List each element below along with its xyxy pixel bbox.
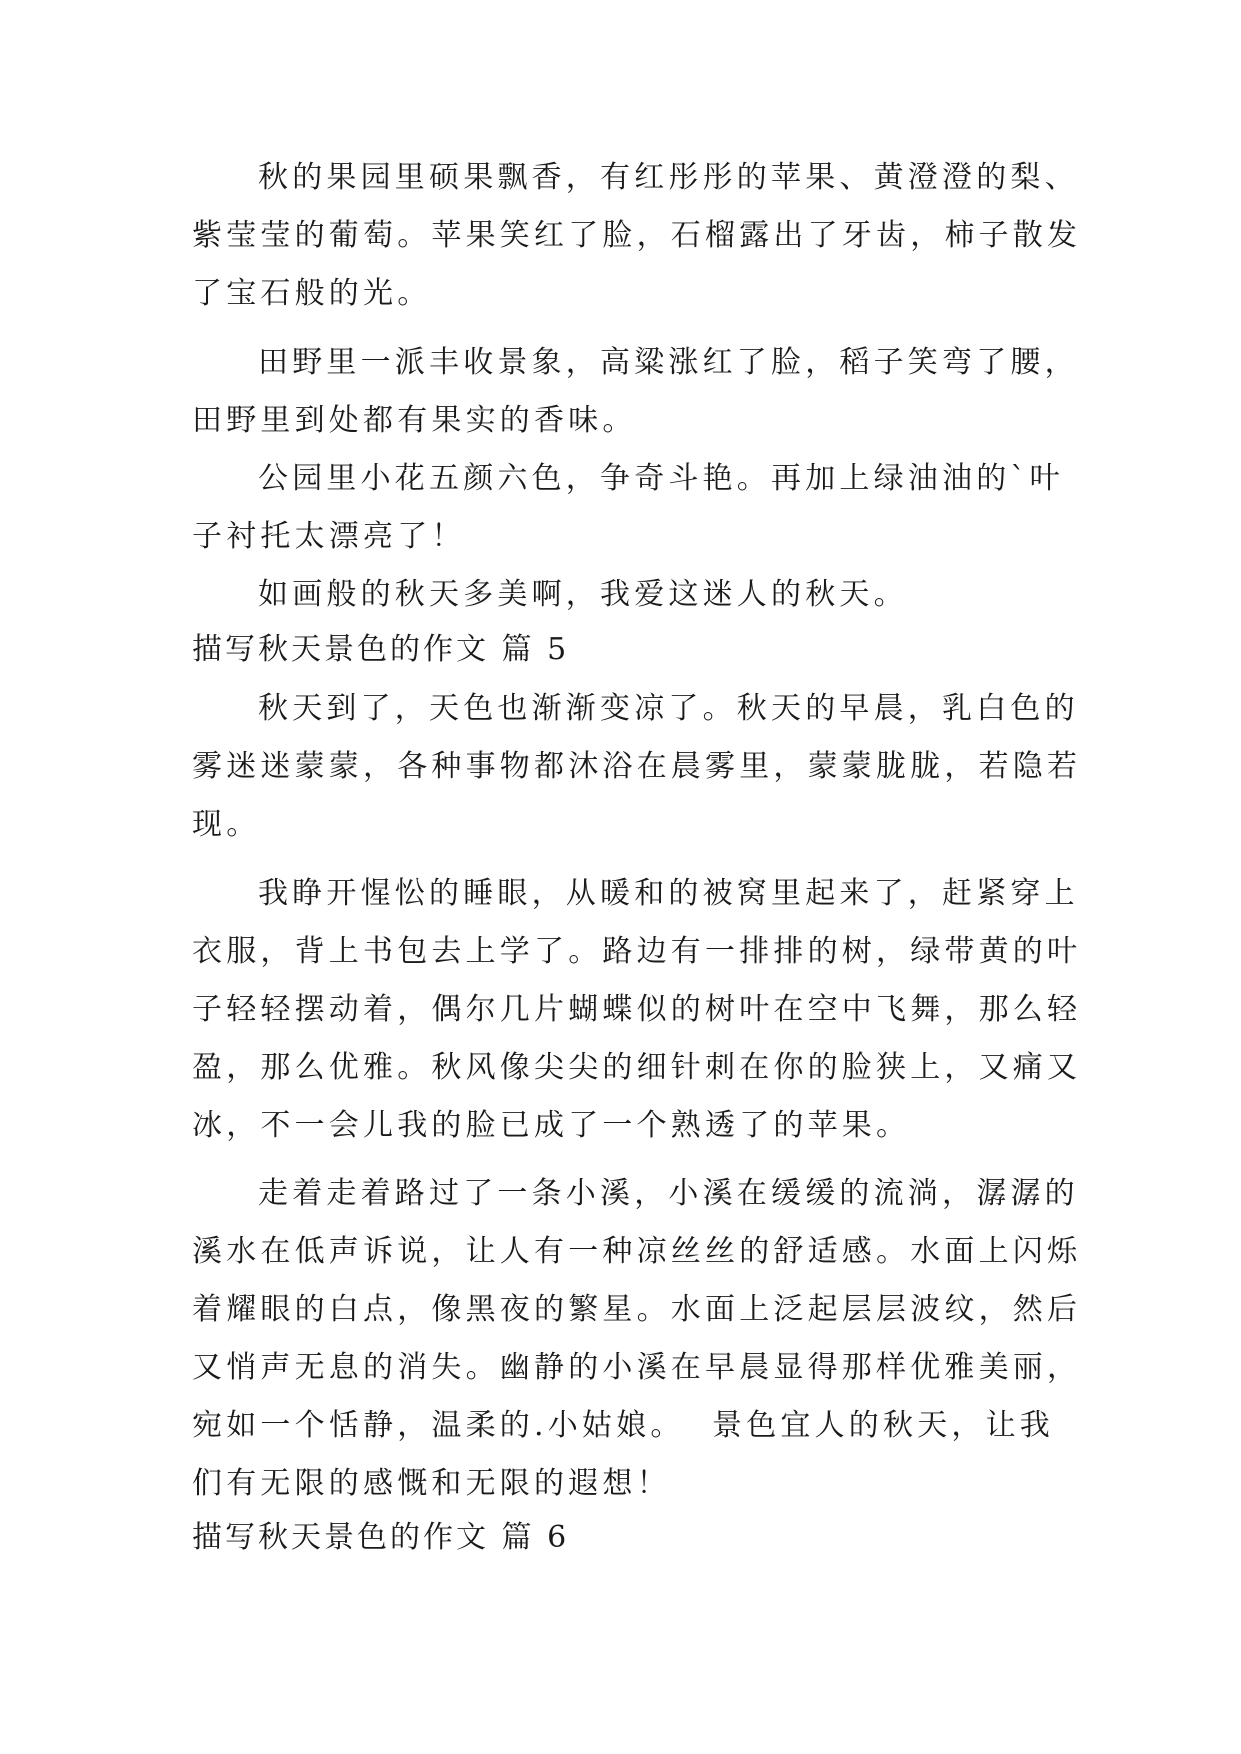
text-line: 田野里一派丰收景象，高粱涨红了脸，稻子笑弯了腰， bbox=[258, 345, 1079, 380]
text-line: 冰，不一会儿我的脸已成了一个熟透了的苹果。 bbox=[192, 1108, 911, 1143]
text-line: 现。 bbox=[192, 807, 261, 842]
text-line: 秋的果园里硕果飘香，有红彤彤的苹果、黄澄澄的梨、 bbox=[258, 160, 1079, 195]
text-line: 雾迷迷蒙蒙，各种事物都沐浴在晨雾里，蒙蒙胧胧，若隐若 bbox=[192, 749, 1082, 784]
text-line: 溪水在低声诉说，让人有一种凉丝丝的舒适感。水面上闪烁 bbox=[192, 1234, 1082, 1269]
text-line: 田野里到处都有果实的香味。 bbox=[192, 403, 637, 438]
text-line: 如画般的秋天多美啊，我爱这迷人的秋天。 bbox=[258, 577, 908, 612]
section-heading: 描写秋天景色的作文 篇 6 bbox=[192, 1520, 570, 1555]
text-line: 紫莹莹的葡萄。苹果笑红了脸，石榴露出了牙齿，柿子散发 bbox=[192, 218, 1082, 253]
text-line: 们有无限的感慨和无限的遐想！ bbox=[192, 1466, 671, 1501]
text-line: 子衬托太漂亮了！ bbox=[192, 519, 466, 554]
text-line: 了宝石般的光。 bbox=[192, 276, 432, 311]
text-line: 秋天到了，天色也渐渐变凉了。秋天的早晨，乳白色的 bbox=[258, 691, 1079, 726]
text-line: 衣服，背上书包去上学了。路边有一排排的树，绿带黄的叶 bbox=[192, 934, 1082, 969]
text-line: 走着走着路过了一条小溪，小溪在缓缓的流淌，潺潺的 bbox=[258, 1176, 1079, 1211]
text-line: 盈，那么优雅。秋风像尖尖的细针刺在你的脸狭上，又痛又 bbox=[192, 1050, 1082, 1085]
text-line: 子轻轻摆动着，偶尔几片蝴蝶似的树叶在空中飞舞，那么轻 bbox=[192, 992, 1082, 1027]
text-line: 宛如一个恬静，温柔的.小姑娘。 景色宜人的秋天，让我 bbox=[192, 1408, 1055, 1443]
section-heading: 描写秋天景色的作文 篇 5 bbox=[192, 632, 570, 667]
text-line: 又悄声无息的消失。幽静的小溪在早晨显得那样优雅美丽， bbox=[192, 1350, 1082, 1385]
text-line: 我睁开惺忪的睡眼，从暖和的被窝里起来了，赶紧穿上 bbox=[258, 876, 1079, 911]
text-line: 公园里小花五颜六色，争奇斗艳。再加上绿油油的`叶 bbox=[258, 461, 1064, 496]
text-line: 着耀眼的白点，像黑夜的繁星。水面上泛起层层波纹，然后 bbox=[192, 1292, 1082, 1327]
